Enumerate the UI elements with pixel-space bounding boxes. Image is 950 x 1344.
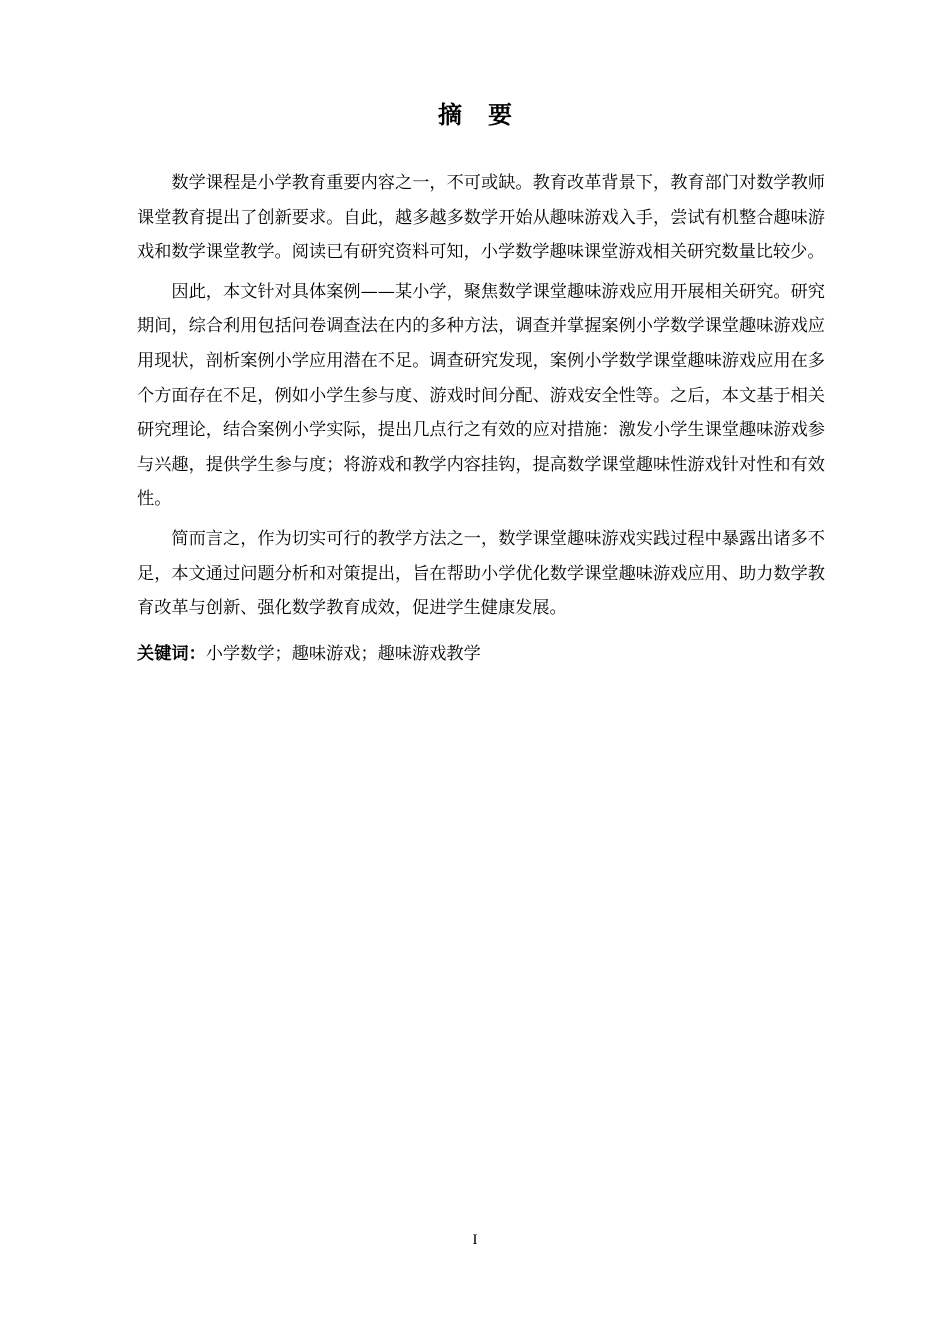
keywords-label: 关键词： [137, 643, 206, 664]
keywords-value: 小学数学；趣味游戏；趣味游戏教学 [205, 643, 481, 664]
abstract-paragraph-2: 因此，本文针对具体案例——某小学，聚焦数学课堂趣味游戏应用开展相关研究。研究期间，综合利用包括问卷调查法在内的多种方法，调查并掌握案例小学数学课堂趣味游戏应用现状，剖析案例小学应用潜在不足。调查研究发现，案例小学数学课堂趣味游戏应用在多个方面存在不足，例如小学生参与度、游戏时间分配、游戏安全性等。之后，本文基于相关研究理论，结合案例小学实际，提出几点行之有效的应对措施：激发小学生课堂趣味游戏参与兴趣，提供学生参与度；将游戏和教学内容挂钩，提高数学课堂趣味性游戏针对性和有效性。 [137, 281, 825, 510]
page-number: I [472, 1232, 478, 1248]
abstract-body [137, 166, 825, 669]
abstract-paragraph-1: 数学课程是小学教育重要内容之一，不可或缺。教育改革背景下，教育部门对数学教师课堂教育提出了创新要求。自此，越多越多数学开始从趣味游戏入手，尝试有机整合趣味游戏和数学课堂教学。阅读已有研究资料可知，小学数学趣味课堂游戏相关研究数量比较少。 [137, 173, 825, 263]
abstract-paragraph-3: 简而言之，作为切实可行的教学方法之一，数学课堂趣味游戏实践过程中暴露出诸多不足，本文通过问题分析和对策提出，旨在帮助小学优化数学课堂趣味游戏应用、助力数学教育改革与创新、强化数学教育成效，促进学生健康发展。 [137, 528, 825, 619]
abstract-title: 摘要 [438, 101, 538, 129]
keywords-line [137, 639, 825, 669]
